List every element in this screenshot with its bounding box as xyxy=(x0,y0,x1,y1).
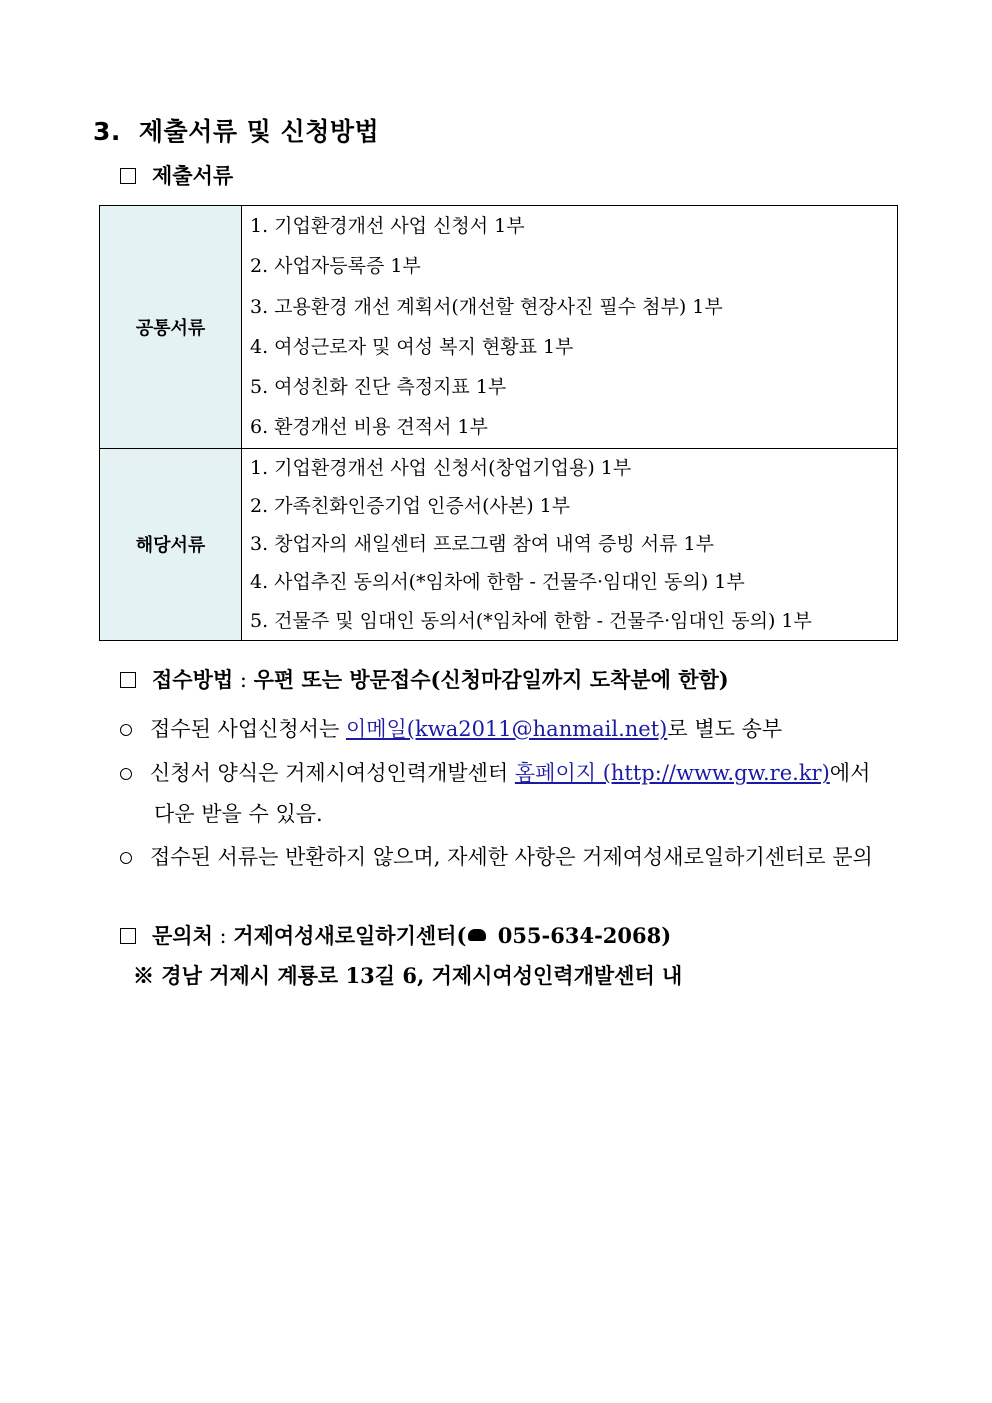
section-title xyxy=(93,112,379,148)
reception-label: 접수방법 xyxy=(152,667,234,692)
bullet-text: 접수된 서류는 반환하지 않으며, 자세한 사항은 거제여성새로일하기센터로 문의 xyxy=(150,845,873,869)
reception-value: 우편 또는 방문접수(신청마감일까지 도착분에 한함) xyxy=(253,667,729,692)
list-item: 3. 고용환경 개선 계획서(개선할 현장사진 필수 첨부) 1부 xyxy=(250,295,723,318)
homepage-link[interactable]: 홈페이지 (http://www.gw.re.kr) xyxy=(514,761,830,785)
checkbox-square-icon xyxy=(120,168,136,184)
bullet-text: 로 별도 송부 xyxy=(667,717,783,741)
bullet-text: 신청서 양식은 거제시여성인력개발센터 xyxy=(150,761,515,785)
contact-label: 문의처 xyxy=(152,923,213,948)
bullet-return xyxy=(120,841,873,871)
specific-items xyxy=(242,448,898,640)
list-item: 5. 여성친화 진단 측정지표 1부 xyxy=(250,376,507,399)
reception-separator: : xyxy=(233,668,254,692)
table-row xyxy=(100,206,898,449)
circle-bullet-icon xyxy=(120,768,132,780)
checkbox-square-icon xyxy=(120,928,136,944)
bullet-text: 접수된 사업신청서는 xyxy=(150,717,346,741)
table-row xyxy=(100,448,898,640)
circle-bullet-icon xyxy=(120,724,132,736)
contact-phone: 055-634-2068) xyxy=(490,923,672,948)
list-item: 4. 여성근로자 및 여성 복지 현황표 1부 xyxy=(250,335,574,358)
category-common: 공통서류 xyxy=(100,206,242,449)
bullet-text: 에서 xyxy=(829,761,871,785)
list-item: 2. 가족친화인증기업 인증서(사본) 1부 xyxy=(250,494,571,517)
contact-separator: : xyxy=(212,924,234,948)
bullet-homepage xyxy=(120,757,870,787)
section-title-text: 제출서류 및 신청방법 xyxy=(138,117,380,146)
list-item: 6. 환경개선 비용 견적서 1부 xyxy=(250,416,488,439)
docs-heading-text: 제출서류 xyxy=(152,163,234,188)
list-item: 2. 사업자등록증 1부 xyxy=(250,255,421,278)
bullet-email xyxy=(120,713,782,743)
list-item: 1. 기업환경개선 사업 신청서(창업기업용) 1부 xyxy=(250,456,632,479)
email-link[interactable]: 이메일(kwa2011@hanmail.net) xyxy=(345,717,668,741)
section-number: 3. xyxy=(93,117,121,146)
telephone-icon xyxy=(468,929,486,941)
circle-bullet-icon xyxy=(120,852,132,864)
bullet-continuation: 다운 받을 수 있음. xyxy=(154,802,323,826)
contact-value: 거제여성새로일하기센터( xyxy=(233,923,467,948)
list-item: 3. 창업자의 새일센터 프로그램 참여 내역 증빙 서류 1부 xyxy=(250,533,714,556)
list-item: 1. 기업환경개선 사업 신청서 1부 xyxy=(250,215,525,237)
address-note: ※ 경남 거제시 계룡로 13길 6, 거제시여성인력개발센터 내 xyxy=(133,963,683,988)
common-items xyxy=(242,206,898,449)
category-specific: 해당서류 xyxy=(100,448,242,640)
docs-heading xyxy=(120,160,233,190)
list-item: 5. 건물주 및 임대인 동의서(*임차에 한함 - 건물주·임대인 동의) 1부 xyxy=(250,609,812,632)
contact-info xyxy=(120,920,671,950)
reception-method xyxy=(120,664,729,694)
documents-table xyxy=(99,205,898,641)
checkbox-square-icon xyxy=(120,672,136,688)
list-item: 4. 사업추진 동의서(*임차에 한함 - 건물주·임대인 동의) 1부 xyxy=(250,571,745,594)
